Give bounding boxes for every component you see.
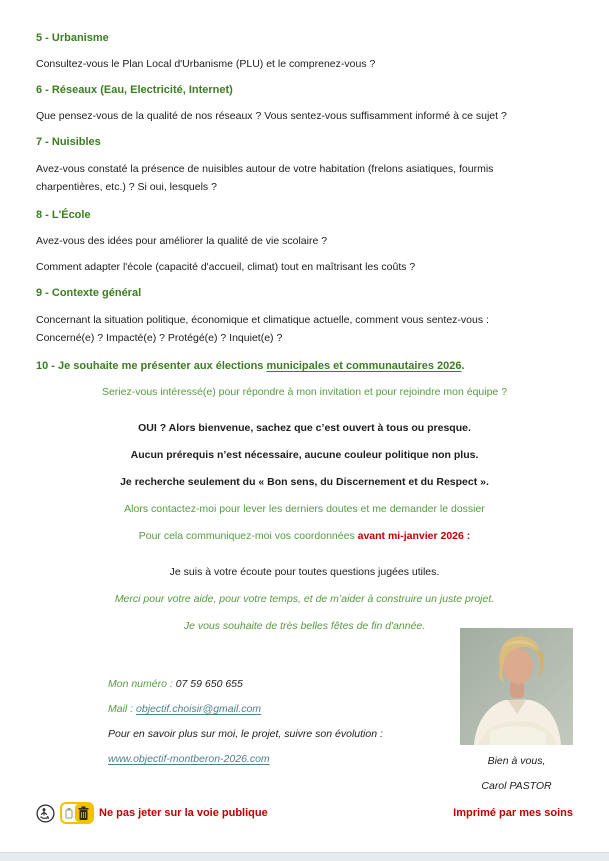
signature-name: Carol PASTOR: [481, 780, 552, 792]
elections-prefix: 10 - Je souhaite me présenter aux élections: [36, 360, 267, 372]
paragraph-line: charpentières, etc.) ? Si oui, lesquels ?: [36, 180, 217, 193]
portrait-photo: [460, 628, 573, 745]
paragraph: [36, 312, 573, 347]
sorting-label-bin-glyph: [75, 804, 92, 822]
signature-block: [460, 754, 573, 793]
section-title-elections: [36, 359, 573, 373]
paragraph: Comment adapter l'école (capacité d'accueil, climat) tout en maîtrisant les coûts ?: [36, 261, 416, 273]
section-title-ecole: 8 - L'École: [36, 209, 91, 221]
pitch-line-values: Je recherche seulement du « Bon sens, du Discernement et du Respect ».: [120, 476, 489, 488]
phone-number: 07 59 650 655: [175, 678, 243, 690]
pitch-line-welcome: OUI ? Alors bienvenue, sachez que c’est ouvert à tous ou presque.: [138, 422, 471, 434]
triman-recycle-icon: [36, 804, 55, 823]
paragraph-line: Avez-vous constaté la présence de nuisibles autour de votre habitation (frelons asiatiques, fourmis: [36, 163, 494, 175]
sorting-label-left-glyph: [62, 804, 75, 822]
section-title-reseaux: 6 - Réseaux (Eau, Electricité, Internet): [36, 84, 233, 96]
pitch-line-thanks: Merci pour votre aide, pour votre temps, et de m’aider à construire un juste projet.: [114, 593, 495, 605]
printed-by-notice: Imprimé par mes soins: [453, 807, 573, 819]
phone-label: Mon numéro :: [108, 678, 176, 690]
more-info-text: Pour en savoir plus sur moi, le projet, suivre son évolution :: [108, 728, 383, 740]
footer-left-group: [36, 802, 268, 824]
section-title-urbanisme: 5 - Urbanisme: [36, 32, 109, 44]
pitch-block: [36, 421, 573, 633]
website-link[interactable]: www.objectif-montberon-2026.com: [108, 753, 270, 765]
section-title-contexte: 9 - Contexte général: [36, 287, 142, 299]
page-bottom-edge: [0, 852, 609, 861]
pitch-line-prerequis: Aucun prérequis n’est nécessaire, aucune couleur politique non plus.: [130, 449, 479, 461]
paragraph: Que pensez-vous de la qualité de nos réseaux ? Vous sentez-vous suffisamment informé à ce sujet ?: [36, 110, 507, 122]
pitch-line-deadline: [36, 529, 573, 543]
pitch-line-contact: Alors contactez-moi pour lever les derniers doutes et me demander le dossier: [124, 503, 485, 515]
section-title-nuisibles: 7 - Nuisibles: [36, 136, 101, 148]
deadline-red-part: avant mi-janvier 2026 :: [357, 530, 471, 542]
elections-suffix: .: [461, 360, 465, 372]
paragraph: [36, 161, 573, 196]
email-link[interactable]: objectif.choisir@gmail.com: [136, 703, 262, 715]
invitation-question: Seriez-vous intéressé(e) pour répondre à mon invitation et pour rejoindre mon équipe ?: [101, 386, 508, 398]
footer: [36, 802, 573, 824]
paragraph: Avez-vous des idées pour améliorer la qualité de vie scolaire ?: [36, 235, 328, 247]
no-littering-notice: Ne pas jeter sur la voie publique: [99, 807, 268, 819]
paragraph-line: Concernant la situation politique, économique et climatique actuelle, comment vous sentez-vous :: [36, 314, 489, 326]
signature-closing: Bien à vous,: [487, 755, 546, 767]
portrait-photo-graphic: [460, 628, 573, 745]
sorting-info-bin-icon: [60, 802, 94, 824]
paragraph-line: Concerné(e) ? Impacté(e) ? Protégé(e) ? Inquiet(e) ?: [36, 331, 283, 344]
elections-underlined-text: municipales et communautaires 2026: [266, 360, 462, 372]
pitch-line-wishes: Je vous souhaite de très belles fêtes de fin d'année.: [183, 620, 426, 632]
mail-label: Mail :: [108, 703, 137, 715]
candidate-column: [460, 628, 573, 793]
paragraph: Consultez-vous le Plan Local d'Urbanisme (PLU) et le comprenez-vous ?: [36, 58, 376, 70]
pitch-line-listening: Je suis à votre écoute pour toutes questions jugées utiles.: [169, 566, 440, 578]
deadline-green-part: Pour cela communiquez-moi vos coordonnées: [138, 530, 358, 542]
